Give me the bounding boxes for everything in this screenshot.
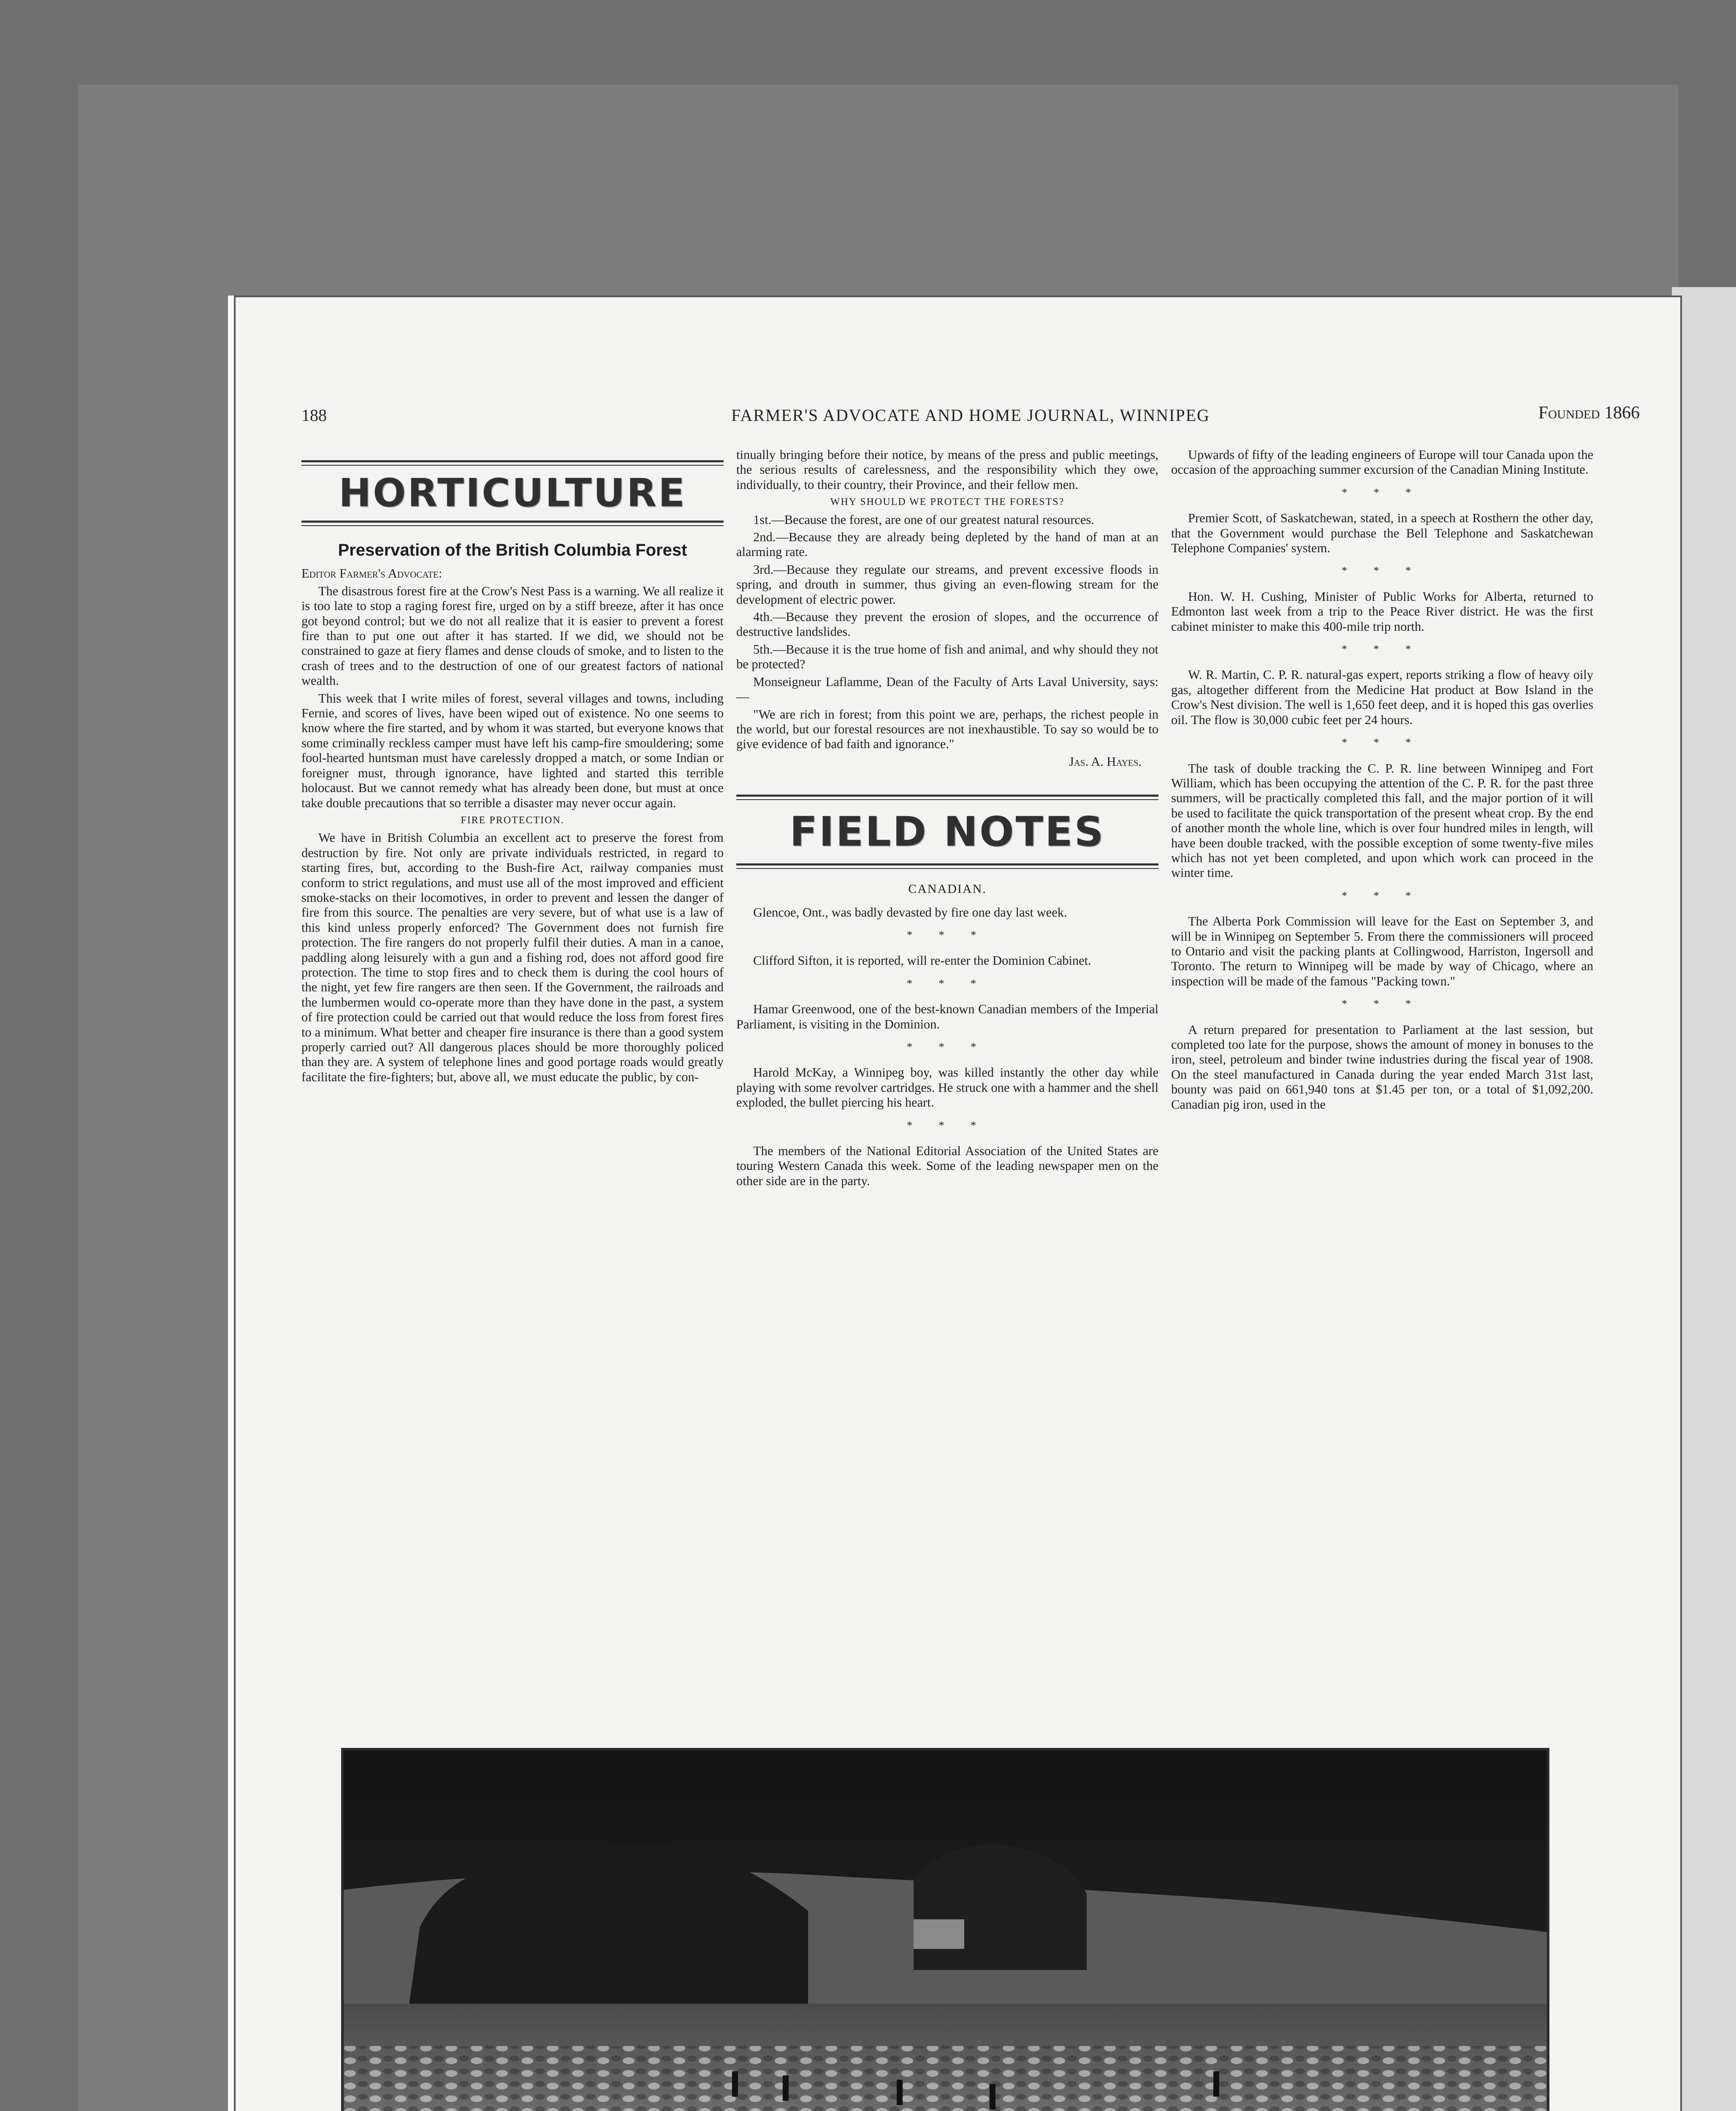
newspaper-page — [228, 296, 1682, 2111]
news-item: Hamar Greenwood, one of the best-known Canadian members of the Imperial Parliament, is visiting in the Dominion. — [736, 1002, 1158, 1031]
news-item: Premier Scott, of Saskatchewan, stated, in a speech at Rosthern the other day, that the Government would purchase the Bell Telephone and Saskatchewan Telephone Companies' system. — [1171, 511, 1593, 556]
field-notes-banner: FIELD NOTES — [789, 808, 1105, 856]
reason-2: 2nd.—Because they are already being depleted by the hand of man at an alarming rate. — [736, 530, 1158, 559]
separator-stars: * * * — [1342, 486, 1423, 499]
news-item: The members of the National Editorial Association of the United States are touring Western Canada this week. Some of the leading newspaper men on the other side are in the party. — [736, 1144, 1158, 1188]
news-item: The Alberta Pork Commission will leave for the East on September 3, and will be in Winnipeg on September 5. From there the commissioners will proceed to Ontario and visit the packing plants at Collingwood, Harriston, Ingersoll and Toronto. The return to Winnipeg will be made by way of Chicago, where an inspection will be made of the famous "Packing town." — [1171, 914, 1593, 988]
news-item: Upwards of fifty of the leading engineers of Europe will tour Canada upon the occasion of the approaching summer excursion of the Canadian Mining Institute. — [1171, 448, 1593, 477]
paragraph: The disastrous forest fire at the Crow's Nest Pass is a warning. We all realize it is too late to stop a raging forest fire, urged on by a stiff breeze, after it has once got beyond control; but we do not all realize that it is easier to prevent a forest fire than to put one out after it has started. If we did, we should not be constrained to gaze at fiery flames and dense clouds of smoke, and to listen to the crash of trees and to the destruction of one of our greatest factors of national wealth. — [301, 583, 724, 688]
page-header — [301, 405, 1640, 431]
field-image — [344, 1750, 1547, 2111]
news-item: The task of double tracking the C. P. R. line between Winnipeg and Fort William, which has been occupying the attention of the C. P. R. for the past three summers, will be practically completed this fall, and the major portion of it will be used to facilitate the quick transportation of the present wheat crop. By the end of another month the whole line, which is over four hundred miles in length, will have been double tracked, with the possible exception of some twenty-five miles which has not yet been completed, and upon which work can proceed in the winter time. — [1171, 761, 1593, 880]
separator-stars: * * * — [1342, 643, 1423, 656]
page-number: 188 — [301, 406, 327, 425]
reason-3: 3rd.—Because they regulate our streams, and prevent excessive floods in spring, and drouth in summer, thus giving an even-flowing stream for the development of electric power. — [736, 562, 1158, 607]
rule — [736, 863, 1158, 869]
signature: Jas. A. Hayes. — [1069, 754, 1142, 769]
rule — [301, 521, 724, 526]
news-item: Harold McKay, a Winnipeg boy, was killed instantly the other day while playing with some revolver cartridges. He struck one with a hammer and the shell exploded, the bullet piercing his heart. — [736, 1065, 1158, 1110]
separator-stars: * * * — [1342, 998, 1423, 1010]
paragraph: tinually bringing before their notice, by means of the press and public meetings, the serious results of carelessness, and the responsibility which they owe, individually, to their country, their Province, and their fellow men. — [736, 448, 1158, 492]
column-right — [1171, 448, 1593, 1115]
paragraph: Monseigneur Laflamme, Dean of the Faculty of Arts Laval University, says:— — [736, 674, 1158, 704]
column-left — [301, 460, 724, 1087]
article-title: Preservation of the British Columbia Forest — [338, 541, 687, 559]
separator-stars: * * * — [1342, 889, 1423, 902]
news-item: A return prepared for presentation to Parliament at the last session, but completed too late for the purpose, shows the amount of money in bonuses to the iron, steel, petroleum and binder twine industries during the fiscal year of 1908. On the steel manufactured in Canada during the year ended March 31st last, bounty was paid on 661,940 tons at $1.45 per ton, or a total of $1,092,200. Canadian pig iron, used in the — [1171, 1022, 1593, 1112]
market-garden-photo — [341, 1748, 1549, 2111]
reason-1: 1st.—Because the forest, are one of our greatest natural resources. — [753, 512, 1094, 527]
founded-label: Founded 1866 — [1538, 403, 1640, 423]
news-item: W. R. Martin, C. P. R. natural-gas expert, reports striking a flow of heavy oily gas, altogether different from the Medicine Hat product at Bow Island in the Crow's Nest division. The well is 1,650 feet deep, and it is hoped this gas overlies oil. The flow is 30,000 cubic feet per 24 hours. — [1171, 667, 1593, 727]
separator-stars: * * * — [907, 928, 988, 941]
reason-4: 4th.—Because they prevent the erosion of slopes, and the occurrence of destructive landslides. — [736, 610, 1158, 639]
rule — [736, 795, 1158, 800]
news-item: Clifford Sifton, it is reported, will re-enter the Dominion Cabinet. — [753, 953, 1091, 968]
reason-5: 5th.—Because it is the true home of fish and animal, and why should they not be protected? — [736, 642, 1158, 672]
paragraph: We have in British Columbia an excellent act to preserve the forest from destruction by fire. Not only are private individuals restricted, in regard to starting fires, but, according to the Bush-fire Act, railway companies must conform to strict regulations, and must use all of the most improved and efficient smoke-stacks on their locomotives, in order to prevent and lessen the danger of fire from this source. The penalties are very severe, but of what use is a law of this kind unless properly enforced? The Government does not furnish fire protection. The fire rangers do not properly fulfil their duties. A man in a canoe, paddling along leisurely with a gun and a fishing rod, does not afford good fire protection. The time to stop fires and to check them is during the cool hours of the night, yet few fire rangers are then seen. If the Government, the railroads and the lumbermen would co-operate more than they have done in the past, a system of fire protection could be carried out that would reduce the loss from forest fires to a minimum. What better and cheaper fire insurance is there than a good system properly carried out? All dangerous places should be more thoroughly policed than they are. A system of telephone lines and good portage roads would greatly facilitate the fire-fighters; but, above all, we must educate the public, by con- — [301, 830, 724, 1084]
news-item: Hon. W. H. Cushing, Minister of Public Works for Alberta, returned to Edmonton last week from a trip to the Peace River district. He was the first cabinet minister to make this 400-mile trip north. — [1171, 589, 1593, 634]
section-heading: CANADIAN. — [908, 882, 987, 896]
horticulture-banner: HORTICULTURE — [339, 470, 686, 516]
column-middle — [736, 448, 1158, 1191]
quote: "We are rich in forest; from this point we are, perhaps, the richest people in the world, but our forestal resources are not inexhaustible. To say so would be to give evidence of bad faith and ignorance." — [736, 707, 1158, 752]
separator-stars: * * * — [907, 1119, 988, 1131]
subheading: WHY SHOULD WE PROTECT THE FORESTS? — [830, 497, 1065, 508]
salutation: Editor Farmer's Advocate: — [301, 566, 442, 581]
news-item: Glencoe, Ont., was badly devasted by fire one day last week. — [753, 905, 1067, 920]
subheading: FIRE PROTECTION. — [461, 814, 564, 826]
rule — [301, 460, 724, 466]
separator-stars: * * * — [907, 1040, 988, 1053]
paragraph: This week that I write miles of forest, several villages and towns, including Fernie, and scores of lives, have been wiped out of existence. No one seems to know where the fire started, and by whom it was started, but everyone knows that some criminally reckless camper must have left his camp-fire smouldering; some fool-hearted huntsman must have carelessly dropped a match, or some Indian or foreigner must, through ignorance, have lighted and started this terrible holocaust. But we cannot remedy what has already been done, but must at once take double precautions that so terrible a disaster may never occur again. — [301, 691, 724, 810]
separator-stars: * * * — [1342, 564, 1423, 577]
separator-stars: * * * — [1342, 736, 1423, 749]
publication-title: FARMER'S ADVOCATE AND HOME JOURNAL, WINNIPEG — [731, 406, 1210, 425]
house-shape — [914, 1919, 964, 1949]
separator-stars: * * * — [907, 977, 988, 990]
